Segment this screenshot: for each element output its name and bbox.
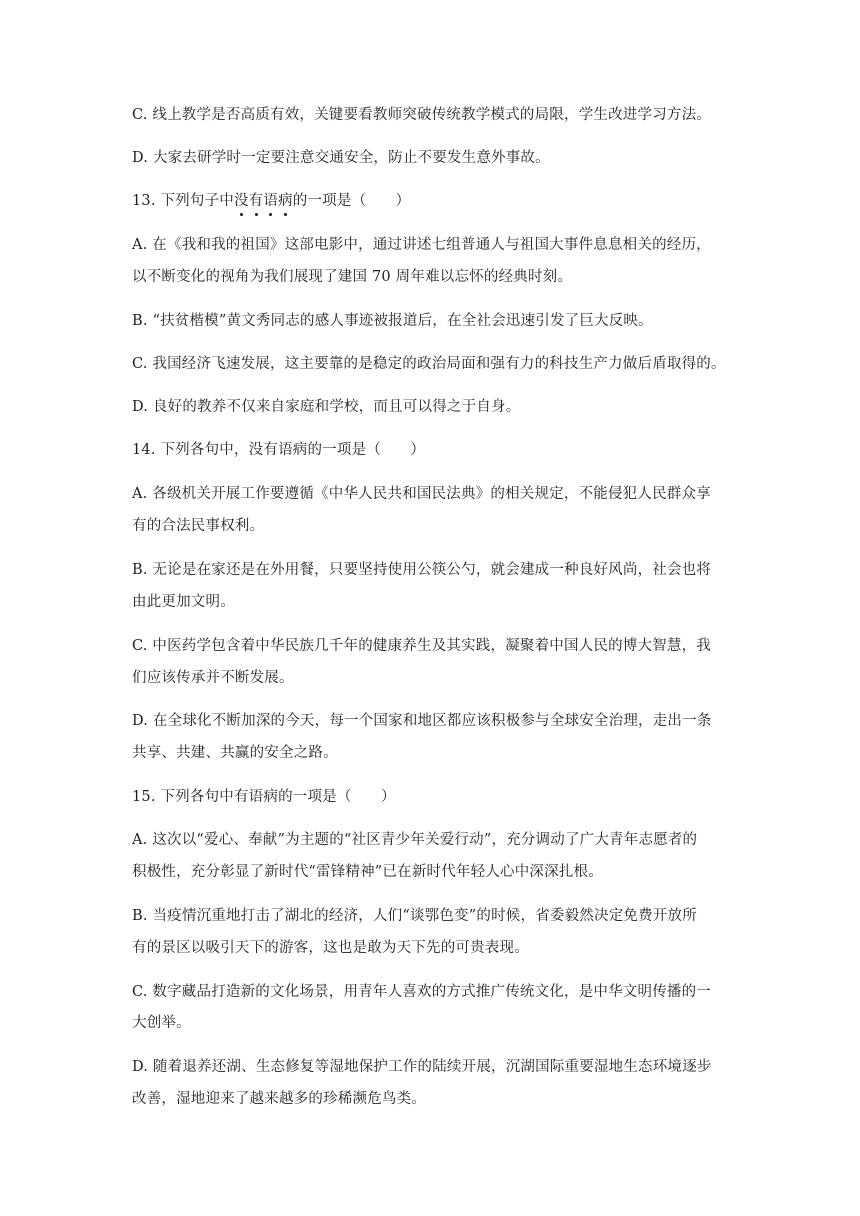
q14-option-d-line1: D. 在全球化不断加深的今天，每一个国家和地区都应该积极参与全球安全治理，走出一条 bbox=[132, 713, 712, 729]
q15-option-c-line1: C. 数字藏品打造新的文化场景，用青年人喜欢的方式推广传统文化，是中华文明传播的一 bbox=[132, 984, 711, 1000]
q13-option-a-line1: A. 在《我和我的祖国》这部电影中，通过讲述七组普通人与祖国大事件息息相关的经历， bbox=[132, 237, 711, 253]
q13-option-c: C. 我国经济飞速发展，这主要靠的是稳定的政治局面和强有力的科技生产力做后盾取得的。 bbox=[132, 356, 726, 372]
q14-option-b-line2: 由此更加文明。 bbox=[132, 594, 235, 610]
question-15-stem: 15. 下列各句中有语病的一项是（ ） bbox=[132, 789, 396, 805]
q14-option-c-line1: C. 中医药学包含着中华民族几千年的健康养生及其实践，凝聚着中国人民的博大智慧，我 bbox=[132, 638, 711, 654]
q15-option-d-line1: D. 随着退养还湖、生态修复等湿地保护工作的陆续开展，沉湖国际重要湿地生态环境逐步 bbox=[132, 1059, 712, 1075]
emphasis-char: 语 bbox=[263, 193, 279, 209]
q15-option-d-line2: 改善，湿地迎来了越来越多的珍稀濒危鸟类。 bbox=[132, 1091, 426, 1107]
q15-option-b-line1: B. 当疫情沉重地打击了湖北的经济，人们“谈鄂色变”的时候，省委毅然决定免费开放所 bbox=[132, 908, 697, 924]
q14-option-a-line1: A. 各级机关开展工作要遵循《中华人民共和国民法典》的相关规定，不能侵犯人民群众享 bbox=[132, 486, 711, 502]
emphasis-char: 病 bbox=[278, 193, 293, 209]
q12-option-d: D. 大家去研学时一定要注意交通安全，防止不要发生意外事故。 bbox=[132, 150, 550, 166]
q15-option-a-line1: A. 这次以“爱心、奉献”为主题的“社区青少年关爱行动”，充分调动了广大青年志愿者的 bbox=[132, 832, 698, 848]
q13-option-b: B. “扶贫楷模”黄文秀同志的感人事迹被报道后，在全社会迅速引发了巨大反映。 bbox=[132, 313, 653, 329]
emphasis-char: 没 bbox=[233, 193, 249, 209]
q15-option-c-line2: 大创举。 bbox=[132, 1015, 191, 1031]
question-13-prefix: 13. 下列句子中 bbox=[132, 193, 234, 209]
q13-option-d: D. 良好的教养不仅来自家庭和学校，而且可以得之于自身。 bbox=[132, 399, 521, 415]
q14-option-c-line2: 们应该传承并不断发展。 bbox=[132, 670, 294, 686]
q15-option-a-line2: 积极性，充分彰显了新时代“雷锋精神”已在新时代年轻人心中深深扎根。 bbox=[132, 864, 603, 880]
q14-option-b-line1: B. 无论是在家还是在外用餐，只要坚持使用公筷公勺，就会建成一种良好风尚，社会也将 bbox=[132, 562, 712, 578]
q15-option-b-line2: 有的景区以吸引天下的游客，这也是敢为天下先的可贵表现。 bbox=[132, 940, 529, 956]
q14-option-a-line2: 有的合法民事权利。 bbox=[132, 518, 265, 534]
question-13-stem bbox=[132, 191, 410, 211]
question-14-stem: 14. 下列各句中，没有语病的一项是（ ） bbox=[132, 442, 426, 458]
q12-option-c: C. 线上教学是否高质有效，关键要看教师突破传统教学模式的局限，学生改进学习方法。 bbox=[132, 107, 711, 123]
q13-option-a-line2: 以不断变化的视角为我们展现了建国 70 周年难以忘怀的经典时刻。 bbox=[132, 269, 573, 285]
emphasis-char: 有 bbox=[248, 193, 264, 209]
q14-option-d-line2: 共享、共建、共赢的安全之路。 bbox=[132, 745, 338, 761]
question-13-suffix: 的一项是（ ） bbox=[292, 193, 411, 209]
